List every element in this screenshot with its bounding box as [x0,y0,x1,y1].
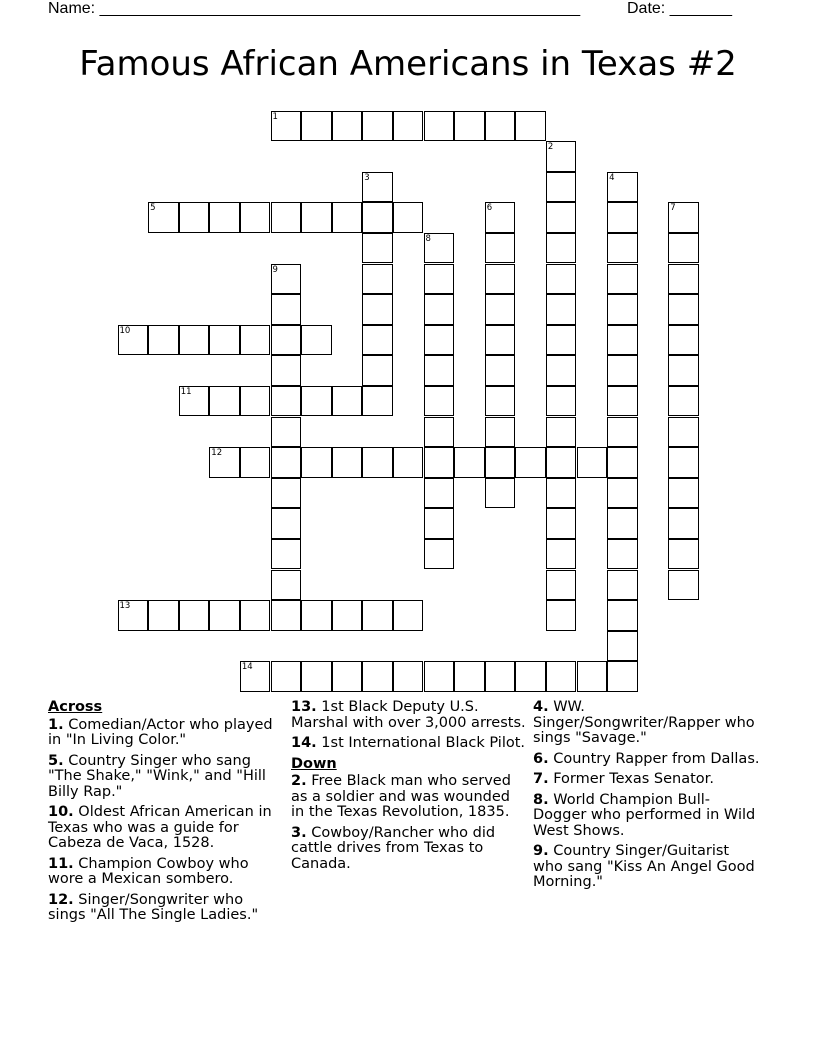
grid-cell [668,233,699,264]
clue-column-2 [291,700,527,877]
grid-cell [424,417,455,448]
grid-cell [607,386,638,417]
clue-number-label: 6 [486,203,493,214]
grid-cell [607,539,638,570]
grid-cell [546,233,577,264]
grid-cell [424,111,455,142]
grid-cell [668,386,699,417]
grid-cell [271,386,302,417]
grid-cell [607,631,638,662]
grid-cell [546,600,577,631]
grid-cell [485,355,516,386]
grid-cell [546,478,577,509]
clue-down-4: 4. WW. Singer/Songwriter/Rapper who sings "Savage." [533,699,755,746]
grid-cell [271,600,302,631]
grid-cell [485,233,516,264]
grid-cell [546,661,577,692]
grid-cell [393,202,424,233]
grid-cell [485,294,516,325]
grid-cell [546,386,577,417]
clue-number-label: 14 [241,662,253,673]
grid-cell [577,661,608,692]
name-field: Name: ______________________________________________________ [48,0,581,17]
grid-cell [607,355,638,386]
grid-cell [546,264,577,295]
grid-cell [668,325,699,356]
clue-number-label: 3 [364,172,370,183]
grid-cell [668,447,699,478]
grid-cell [424,478,455,509]
grid-cell [668,539,699,570]
clue-column-3 [533,700,763,896]
grid-cell [546,172,577,203]
grid-cell [362,233,393,264]
clue-number-label: 9 [272,264,278,275]
grid-cell [209,325,240,356]
date-field: Date: _______ [627,0,732,17]
grid-cell [271,661,302,692]
grid-cell [271,508,302,539]
grid-cell [271,355,302,386]
grid-cell [668,294,699,325]
grid-cell [271,447,302,478]
grid-cell [668,355,699,386]
grid-cell [424,539,455,570]
grid-cell [209,386,240,417]
grid-cell [668,417,699,448]
grid-cell [424,508,455,539]
grid-cell [515,111,546,142]
grid-cell [607,202,638,233]
grid-cell [240,325,271,356]
grid-cell [668,570,699,601]
grid-cell [424,386,455,417]
grid-cell [546,508,577,539]
grid-cell [148,325,179,356]
grid-cell [393,447,424,478]
grid-cell [332,202,363,233]
grid-cell [362,202,393,233]
grid-cell [271,570,302,601]
grid-cell [607,508,638,539]
grid-cell [485,478,516,509]
grid-cell [485,447,516,478]
grid-cell [179,202,210,233]
clue-number-label: 5 [150,203,156,214]
grid-cell [362,111,393,142]
grid-cell [240,447,271,478]
clue-down-6: 6. Country Rapper from Dallas. [533,750,760,767]
clue-across-10: 10. Oldest African American in Texas who was a guide for Cabeza de Vaca, 1528. [48,804,272,851]
grid-cell [332,600,363,631]
clue-column-1 [48,700,284,929]
grid-cell [271,478,302,509]
grid-cell [362,355,393,386]
page-title: Famous African Americans in Texas #2 [79,44,737,84]
grid-cell [362,325,393,356]
grid-cell [485,417,516,448]
clue-across-5: 5. Country Singer who sang "The Shake," "Wink," and "Hill Billy Rap." [48,752,266,800]
grid-cell [454,111,485,142]
grid-cell [271,294,302,325]
clue-number-label: 10 [119,325,131,336]
grid-cell [607,233,638,264]
grid-cell [271,202,302,233]
grid-cell [546,570,577,601]
grid-cell [393,600,424,631]
grid-cell [515,447,546,478]
grid-cell [485,325,516,356]
grid-cell [485,111,516,142]
clue-across-11: 11. Champion Cowboy who wore a Mexican sombero. [48,855,249,887]
clue-down-9: 9. Country Singer/Guitarist who sang "Kiss An Angel Good Morning." [533,843,755,890]
grid-cell [362,294,393,325]
grid-cell [362,264,393,295]
grid-cell [362,600,393,631]
grid-cell [485,264,516,295]
clue-number-label: 1 [272,111,278,122]
grid-cell [485,661,516,692]
grid-cell [515,661,546,692]
grid-cell [148,600,179,631]
clue-number-label: 11 [180,386,192,397]
grid-cell [607,264,638,295]
across-heading: Across [48,699,103,715]
grid-cell [271,325,302,356]
grid-cell [607,600,638,631]
grid-cell [179,325,210,356]
clue-number-label: 12 [211,448,223,459]
grid-cell [424,447,455,478]
grid-cell [607,294,638,325]
grid-cell [454,661,485,692]
grid-cell [362,447,393,478]
grid-cell [546,325,577,356]
grid-cell [362,386,393,417]
grid-cell [577,447,608,478]
clue-across-13: 13. 1st Black Deputy U.S. Marshal with over 3,000 arrests. [291,699,526,731]
clue-number-label: 8 [425,233,431,244]
grid-cell [271,417,302,448]
clue-number-label: 13 [119,601,131,612]
grid-cell [607,570,638,601]
grid-cell [546,417,577,448]
clue-across-12: 12. Singer/Songwriter who sings "All The Single Ladies." [48,891,259,923]
grid-cell [607,447,638,478]
grid-cell [332,447,363,478]
grid-cell [209,600,240,631]
grid-cell [424,355,455,386]
grid-cell [546,294,577,325]
grid-cell [301,447,332,478]
grid-cell [240,386,271,417]
grid-cell [240,600,271,631]
grid-cell [393,661,424,692]
grid-cell [332,661,363,692]
grid-cell [546,447,577,478]
grid-cell [607,478,638,509]
grid-cell [301,386,332,417]
clue-number-label: 4 [609,172,615,183]
grid-cell [546,539,577,570]
clue-down-3: 3. Cowboy/Rancher who did cattle drives from Texas to Canada. [291,824,496,872]
clue-down-2: 2. Free Black man who served as a soldier and was wounded in the Texas Revolution, 1835. [291,773,511,820]
grid-cell [668,478,699,509]
grid-cell [546,202,577,233]
grid-cell [424,264,455,295]
grid-cell [179,600,210,631]
grid-cell [209,202,240,233]
grid-cell [454,447,485,478]
grid-cell [301,202,332,233]
grid-cell [668,264,699,295]
grid-cell [607,661,638,692]
grid-cell [546,355,577,386]
grid-cell [485,386,516,417]
grid-cell [332,386,363,417]
grid-cell [607,325,638,356]
grid-cell [607,417,638,448]
clue-down-8: 8. World Champion Bull-Dogger who performed in Wild West Shows. [533,791,756,839]
grid-cell [393,111,424,142]
grid-cell [668,508,699,539]
down-heading: Down [291,755,337,772]
clue-number-label: 7 [670,203,676,214]
clue-number-label: 2 [547,142,554,153]
grid-cell [424,294,455,325]
clue-across-14: 14. 1st International Black Pilot. [291,735,526,751]
grid-cell [271,539,302,570]
grid-cell [240,202,271,233]
grid-cell [301,600,332,631]
grid-cell [301,111,332,142]
grid-cell [424,661,455,692]
grid-cell [362,661,393,692]
clue-down-7: 7. Former Texas Senator. [533,771,714,787]
grid-cell [332,111,363,142]
grid-cell [301,661,332,692]
grid-cell [424,325,455,356]
grid-cell [301,325,332,356]
clue-across-1: 1. Comedian/Actor who played in "In Living Color." [48,716,273,748]
